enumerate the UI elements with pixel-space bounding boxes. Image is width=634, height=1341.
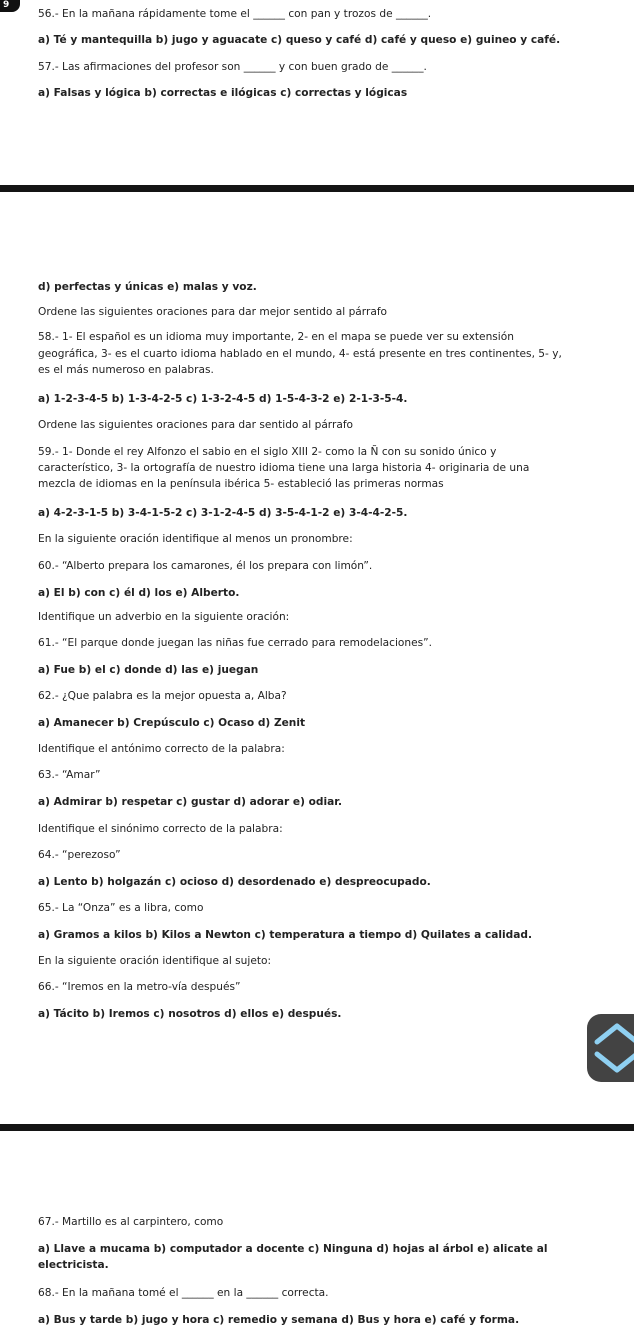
instruction-66: En la siguiente oración identifique al sujeto: bbox=[38, 955, 272, 967]
chevron-up-icon[interactable] bbox=[587, 1016, 634, 1050]
q58-question-line-3: es el más numeroso en palabras. bbox=[38, 364, 214, 376]
q66-question: 66.- “Iremos en la metro-vía después” bbox=[38, 981, 241, 993]
q56-options: a) Té y mantequilla b) jugo y aguacate c) queso y café d) café y queso e) guineo y café. bbox=[38, 34, 561, 46]
q58-question-line-2: geográfica, 3- es el cuarto idioma hablado en el mundo, 4- está presente en tres continentes, 5- y, bbox=[38, 348, 562, 360]
q61-question: 61.- “El parque donde juegan las niñas fue cerrado para remodelaciones”. bbox=[38, 637, 432, 649]
q57-options-second: d) perfectas y únicas e) malas y voz. bbox=[38, 281, 257, 293]
page-scroll-control[interactable] bbox=[587, 1014, 634, 1082]
instruction-59: Ordene las siguientes oraciones para dar sentido al párrafo bbox=[38, 419, 354, 431]
q67-options-line-2: electricista. bbox=[38, 1259, 109, 1271]
q63-question: 63.- “Amar” bbox=[38, 769, 101, 781]
q58-question-line-1: 58.- 1- El español es un idioma muy importante, 2- en el mapa se puede ver su extensión bbox=[38, 331, 514, 343]
instruction-61: Identifique un adverbio en la siguiente oración: bbox=[38, 611, 290, 623]
q62-question: 62.- ¿Que palabra es la mejor opuesta a, Alba? bbox=[38, 690, 287, 702]
chevron-down-icon[interactable] bbox=[587, 1046, 634, 1080]
q59-question-line-3: mezcla de idiomas en la península ibérica 5- estableció las primeras normas bbox=[38, 478, 444, 490]
q56-question: 56.- En la mañana rápidamente tome el ______ con pan y trozos de ______. bbox=[38, 8, 432, 20]
q57-options-first: a) Falsas y lógica b) correctas e ilógicas c) correctas y lógicas bbox=[38, 87, 408, 99]
q60-question: 60.- “Alberto prepara los camarones, él los prepara con limón”. bbox=[38, 560, 373, 572]
q65-options: a) Gramos a kilos b) Kilos a Newton c) temperatura a tiempo d) Quilates a calidad. bbox=[38, 929, 532, 941]
q67-question: 67.- Martillo es al carpintero, como bbox=[38, 1216, 224, 1228]
q62-options: a) Amanecer b) Crepúsculo c) Ocaso d) Zenit bbox=[38, 717, 306, 729]
page-number-badge: 9 bbox=[0, 0, 20, 12]
instruction-58: Ordene las siguientes oraciones para dar mejor sentido al párrafo bbox=[38, 306, 388, 318]
instruction-64: Identifique el sinónimo correcto de la palabra: bbox=[38, 823, 283, 835]
q59-question-line-1: 59.- 1- Donde el rey Alfonzo el sabio en el siglo XIII 2- como la Ñ con su sonido único y bbox=[38, 446, 497, 458]
q59-question-line-2: característico, 3- la ortografía de nuestro idioma tiene una larga historia 4- originaria de una bbox=[38, 462, 530, 474]
q57-question: 57.- Las afirmaciones del profesor son ______ y con buen grado de ______. bbox=[38, 61, 427, 73]
page-divider bbox=[0, 1124, 634, 1131]
q67-options-line-1: a) Llave a mucama b) computador a docente c) Ninguna d) hojas al árbol e) alicate al bbox=[38, 1243, 548, 1255]
q61-options: a) Fue b) el c) donde d) las e) juegan bbox=[38, 664, 259, 676]
page-divider bbox=[0, 185, 634, 192]
q68-question: 68.- En la mañana tomé el ______ en la ______ correcta. bbox=[38, 1287, 329, 1299]
q66-options: a) Tácito b) Iremos c) nosotros d) ellos e) después. bbox=[38, 1008, 342, 1020]
q65-question: 65.- La “Onza” es a libra, como bbox=[38, 902, 204, 914]
instruction-60: En la siguiente oración identifique al menos un pronombre: bbox=[38, 533, 353, 545]
q68-options: a) Bus y tarde b) jugo y hora c) remedio y semana d) Bus y hora e) café y forma. bbox=[38, 1314, 520, 1326]
q59-options: a) 4-2-3-1-5 b) 3-4-1-5-2 c) 3-1-2-4-5 d) 3-5-4-1-2 e) 3-4-4-2-5. bbox=[38, 507, 408, 519]
q64-question: 64.- “perezoso” bbox=[38, 849, 121, 861]
q63-options: a) Admirar b) respetar c) gustar d) adorar e) odiar. bbox=[38, 796, 343, 808]
q64-options: a) Lento b) holgazán c) ocioso d) desordenado e) despreocupado. bbox=[38, 876, 431, 888]
q60-options: a) El b) con c) él d) los e) Alberto. bbox=[38, 587, 240, 599]
q58-options: a) 1-2-3-4-5 b) 1-3-4-2-5 c) 1-3-2-4-5 d) 1-5-4-3-2 e) 2-1-3-5-4. bbox=[38, 393, 408, 405]
instruction-63: Identifique el antónimo correcto de la palabra: bbox=[38, 743, 285, 755]
